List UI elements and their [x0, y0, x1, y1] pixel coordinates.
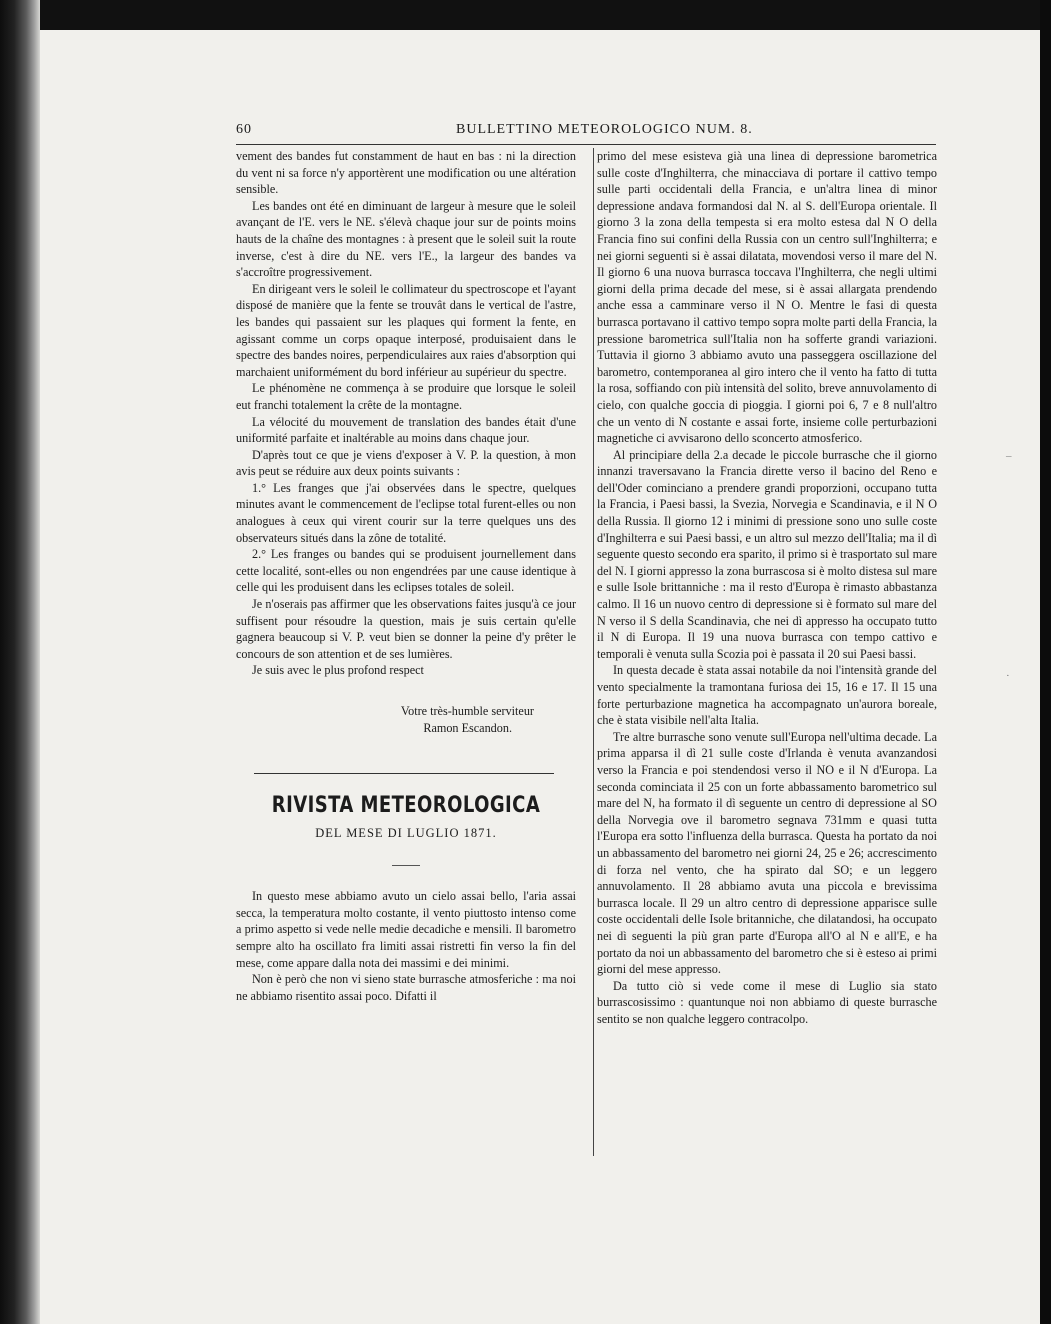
paragraph: Les bandes ont été en diminuant de largeur à mesure que le soleil avançant de l'E. vers le NE. s'élevà chaque jour sur de points moins hauts de la chaîne des montagnes : à present que le soleil suit la route inverse, c'est à dire du NE. vers l'E., la largeur des bandes va s'accroître progressivement. — [236, 198, 576, 280]
document-page — [40, 30, 1040, 1324]
column-rule — [593, 148, 594, 1156]
paragraph: primo del mese esisteva già una linea di depressione barometrica sulle coste d'Inghilterra, che minacciava di portare il cattivo tempo sulle parti occidentali della Francia, e un'altra linea di minor depressione andava formandosi dal N. al S. dell'Europa orientale. Il giorno 3 la zona della tempesta si era molto estesa dal N O della Francia fino sui confini della Russia con un centro sull'Inghilterra; e nei giorni seguenti si è assai dilatata, movendosi verso il mare del N. Il giorno 6 una nuova burrasca toccava l'Inghilterra, che negli ultimi giorni della prima decade del mese, si è assai allargata prendendo anche essa a camminare verso il N O. Mentre le fasi di questa burrasca portavano il cattivo tempo sopra molte parti della Francia, la pressione barometrica sull'Italia non ha sofferte grandi variazioni. Tuttavia il giorno 3 abbiamo avuto una passeggera oscillazione del barometro, contemporanea al giro intero che il vento ha fatto di tutta la rosa, soffiando con più intensità del solito, breve annuvolamento di cielo, con qualche goccia di pioggia. I giorni poi 6, 7 e 8 null'altro che un vento di N costante e assai forte, insieme colle perturbazioni magnetiche ci avvisarono dello sconcerto atmosferico. — [597, 149, 937, 446]
paragraph: In questo mese abbiamo avuto un cielo assai bello, l'aria assai secca, la temperatura molto costante, il vento piuttosto intenso come a primo aspetto si vede nelle medie decadiche e mensili. Il barometro sempre alto ha oscillato fra limiti assai ristretti fin verso la fin del mese, come appare dalla nota dei massimi e dei minimi. — [236, 889, 576, 970]
section-title: RIVISTA METEOROLOGICA — [271, 793, 541, 818]
header-rule — [236, 144, 936, 145]
paragraph: Non è però che non vi sieno state burrasche atmosferiche : ma noi ne abbiamo risentito assai poco. Difatti il — [236, 972, 576, 1003]
paragraph: 2.° Les franges ou bandes qui se produisent journellement dans cette localité, sont-elles ou non engendrées par une cause identique à celle qui les produisent dans les eclipses totales de soleil. — [236, 547, 576, 595]
left-column — [236, 148, 576, 1004]
page-number: 60 — [236, 122, 252, 137]
scan-border-right — [1040, 0, 1051, 1324]
scan-border-left — [0, 0, 40, 1324]
signature-name: Ramon Escandon. — [423, 721, 512, 735]
signature-line: Votre très-humble serviteur — [400, 704, 534, 718]
paragraph: Je suis avec le plus profond respect — [252, 663, 424, 678]
paragraph: vement des bandes fut constamment de haut en bas : ni la direction du vent ni sa force n'y apportèrent une modification ou une altération sensible. — [236, 149, 576, 197]
margin-mark: · — [1006, 670, 1010, 682]
right-column — [597, 148, 937, 1027]
running-head — [236, 122, 936, 144]
paragraph: D'après tout ce que je viens d'exposer à V. P. la question, à mon avis peut se réduire aux deux points suivants : — [236, 447, 576, 479]
paragraph: La vélocité du mouvement de translation des bandes était d'une uniformité parfaite et inaltérable au moins dans chaque jour. — [236, 414, 576, 446]
paragraph: En dirigeant vers le soleil le collimateur du spectroscope et l'ayant disposé de manière que la fente se trouvât dans le vertical de l'astre, les bandes qui passaient sur les plaques qui forment la fente, en agissant comme un corps opaque interposé, produisaient dans le spectre des bandes noires, perpendiculaires aux raies d'absorption qui marchaient uniformément du bord inférieur au supérieur du spectre. — [236, 281, 576, 379]
paragraph: Je n'oserais pas affirmer que les observations faites jusqu'à ce jour suffisent pour résoudre la question, mais je suis certain qu'elle gagnera beaucoup si V. P. veut bien se donner la peine d'y prêter le concours de son attention et de ses lumières. — [236, 597, 576, 661]
paragraph: Da tutto ciò si vede come il mese di Luglio sia stato burrascosissimo : quantunque noi non abbiamo di queste burrasche sentito se non qualche leggero contracolpo. — [597, 978, 937, 1026]
section-subtitle: DEL MESE DI LUGLIO 1871. — [315, 825, 497, 840]
section-separator — [254, 773, 554, 774]
paragraph: 1.° Les franges que j'ai observées dans le spectre, quelques minutes avant le commencement de l'eclipse total furent-elles ou non analogues à ceux qui virent courir sur la terre quelques uns des observateurs situés dans la zône de totalité. — [236, 480, 576, 545]
margin-mark: – — [1006, 450, 1012, 462]
paragraph: Le phénomène ne commença à se produire que lorsque le soleil eut franchi totalement la crête de la montagne. — [236, 381, 576, 412]
paragraph: In questa decade è stata assai notabile da noi l'intensità grande del vento specialmente la tramontana furiosa dei 15, 16 e 17. Il 15 una forte perturbazione magnetica ha accompagnato un'aurora boreale, che è stata visibile nell'alta Italia. — [597, 663, 937, 728]
journal-title: BULLETTINO METEOROLOGICO NUM. 8. — [456, 122, 753, 137]
paragraph: Tre altre burrasche sono venute sull'Europa nell'ultima decade. La prima apparsa il dì 21 sulle coste d'Irlanda è venuta avanzandosi verso la Francia e poi stendendosi verso il NO e il N d'Europa. La seconda cominciata il 25 con un forte abbassamento barometrico sul mare del N, ha formato il dì seguente un centro di depressione al SO della Norvegia ove il barometro segnava 731mm e quasi tutta l'Europa era sotto l'influenza della burrasca. Questa ha portato da noi un abbassamento del barometro nei giorni 24, 25 e 26; accrescimento di forza nel vento, che ha spirato dal SO; e un leggero annuvolamento. Il 28 abbiamo avuta una piccola e brevissima burrasca locale. Il 29 un altro centro di depressione apparisce sulle coste occidentali delle Isole britanniche, che dilatandosi, ha occupato nei dì seguenti la più gran parte d'Europa all'O al N e all'E, e ha portato da noi un abbassamento del barometro che si è esteso ai primi giorni del mese appresso. — [597, 729, 937, 977]
scan-border-top — [0, 0, 1051, 30]
paragraph: Al principiare della 2.a decade le piccole burrasche che il giorno innanzi traversavano la Francia dirette verso il bacino del Reno e dell'Oder cominciano a prendere grandi proporzioni, occupano tutta la Francia, i Paesi bassi, la Svezia, Norvegia e Scandinavia, e il N O della Russia. Il giorno 12 i minimi di pressione sono uno sulle coste d'Inghilterra e sui Paesi bassi, e un altro sul mezzo dell'Italia; ma il dì seguente questo secondo era sparito, il primo si è trasportato sul mare del N. I giorni appresso la zona burrascosa si è molto distesa sul mare e sulle Isole brittanniche : ma il resto d'Europa è rimasto abbastanza calmo. Il 16 un nuovo centro di depressione si è formato sul mare del N verso il S della Scandinavia, che nei dì appresso ha occupato tutto il N di Europa. Il 19 una nuova burrasca con tempo cattivo e temporali è venuta sulla Scozia poi è passata il 20 sui Paesi bassi. — [597, 447, 937, 661]
